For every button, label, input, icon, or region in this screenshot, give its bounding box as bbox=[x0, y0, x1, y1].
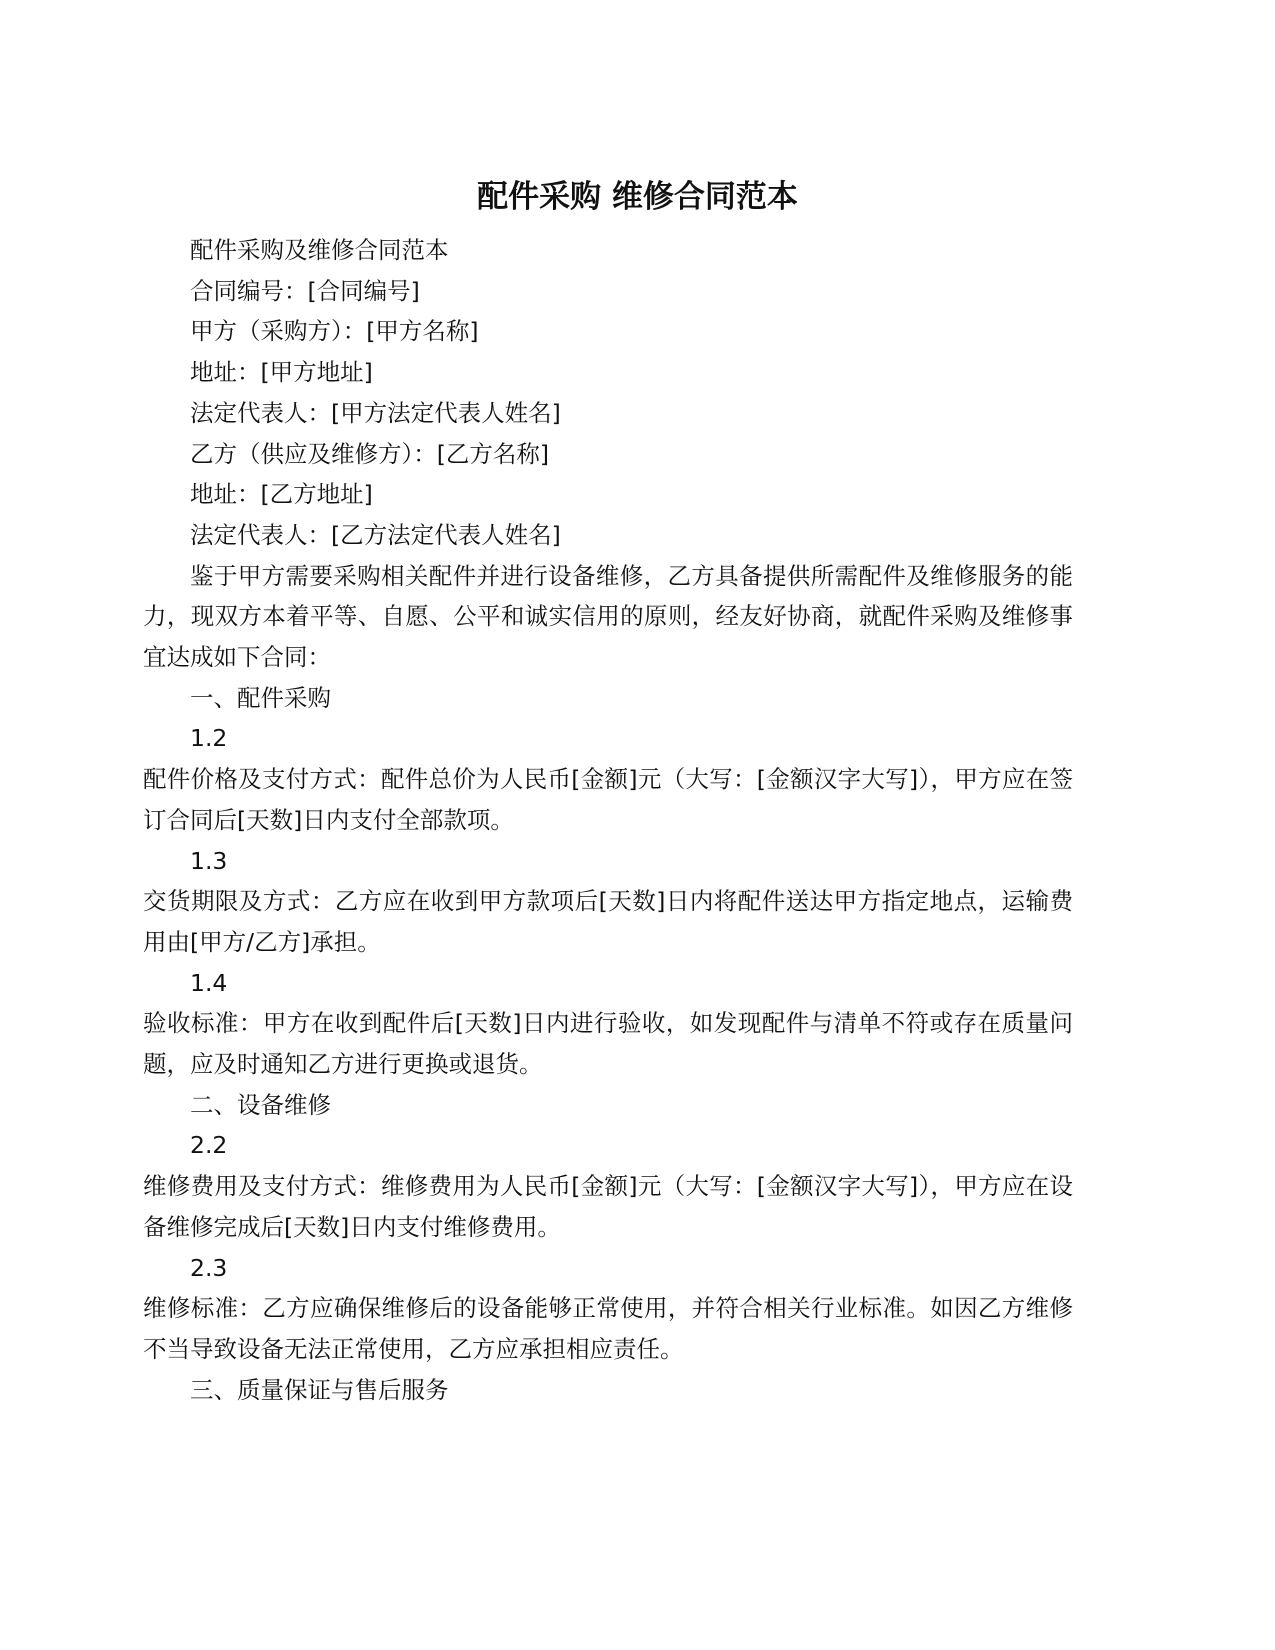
paragraph: 维修标准：乙方应确保维修后的设备能够正常使用，并符合相关行业标准。如因乙方维修不当导致设备无法正常使用，乙方应承担相应责任。 bbox=[143, 1294, 1073, 1363]
paragraph: 2.3 bbox=[190, 1253, 228, 1282]
paragraph: 三、质量保证与售后服务 bbox=[190, 1375, 449, 1404]
document-body bbox=[143, 230, 1073, 1410]
paragraph: 二、设备维修 bbox=[190, 1090, 331, 1119]
paragraph: 配件采购及维修合同范本 bbox=[190, 236, 449, 264]
paragraph: 1.4 bbox=[190, 968, 228, 997]
paragraph: 1.3 bbox=[190, 846, 228, 875]
paragraph: 验收标准：甲方在收到配件后[天数]日内进行验收，如发现配件与清单不符或存在质量问题，应及时通知乙方进行更换或退货。 bbox=[143, 1009, 1073, 1079]
paragraph: 1.2 bbox=[190, 724, 228, 753]
paragraph: 地址：[甲方地址] bbox=[190, 358, 373, 387]
paragraph: 法定代表人：[甲方法定代表人姓名] bbox=[190, 398, 561, 427]
paragraph: 法定代表人：[乙方法定代表人姓名] bbox=[190, 520, 561, 549]
paragraph: 维修费用及支付方式：维修费用为人民币[金额]元（大写：[金额汉字大写]），甲方应在设备维修完成后[天数]日内支付维修费用。 bbox=[143, 1172, 1073, 1241]
paragraph: 配件价格及支付方式：配件总价为人民币[金额]元（大写：[金额汉字大写]），甲方应在签订合同后[天数]日内支付全部款项。 bbox=[143, 765, 1073, 834]
paragraph: 鉴于甲方需要采购相关配件并进行设备维修，乙方具备提供所需配件及维修服务的能力，现双方本着平等、自愿、公平和诚实信用的原则，经友好协商，就配件采购及维修事宜达成如下合同： bbox=[143, 561, 1073, 672]
document-title: 配件采购 维修合同范本 bbox=[477, 179, 798, 215]
paragraph: 一、配件采购 bbox=[190, 683, 331, 712]
paragraph: 2.2 bbox=[190, 1131, 228, 1160]
paragraph: 甲方（采购方）：[甲方名称] bbox=[190, 317, 479, 346]
paragraph: 地址：[乙方地址] bbox=[190, 480, 373, 509]
paragraph: 合同编号：[合同编号] bbox=[190, 276, 420, 305]
paragraph: 交货期限及方式：乙方应在收到甲方款项后[天数]日内将配件送达甲方指定地点，运输费用由[甲方/乙方]承担。 bbox=[143, 887, 1073, 956]
paragraph: 乙方（供应及维修方）：[乙方名称] bbox=[190, 439, 550, 468]
